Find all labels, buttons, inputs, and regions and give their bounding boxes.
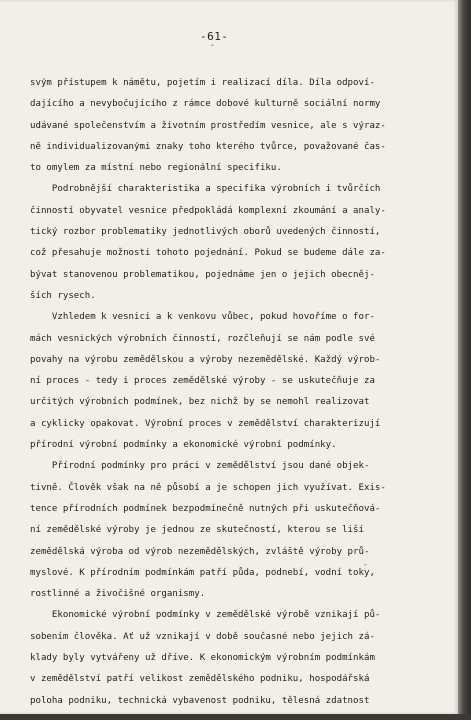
- text-line: Podrobnější charakteristika a specifika výrobních i tvůrčích: [30, 184, 381, 195]
- text-line: svým přístupem k námětu, pojetím i realizací díla. Díla odpoví-: [30, 78, 375, 88]
- text-line: sobením člověka. Ať už vznikají v době současné nebo jejich zá-: [30, 631, 375, 642]
- text-line: to omylem za místní nebo regionální specifiku.: [30, 163, 282, 174]
- text-line: bývat stanovenou problematikou, pojednáme jen o jejich obecněj-: [30, 269, 375, 280]
- text-line: Přírodní podmínky pro práci v zemědělství jsou dané objek-: [30, 461, 370, 472]
- page-bottom-edge: [0, 714, 471, 720]
- page-edge: [458, 0, 471, 720]
- text-line: ní proces - tedy i proces zemědělské výroby - se uskutečňuje za: [30, 376, 375, 387]
- text-line: přírodní výrobní podmínky a ekonomické výrobní podmínky.: [30, 440, 337, 451]
- text-line: zemědělská výroba od výrob nezemědělských, zvláště výroby prů-: [30, 546, 370, 557]
- text-line: poloha podniku, technická vybavenost podniku, tělesná zdatnost: [30, 695, 370, 706]
- text-line: povahy na výrobu zemědělskou a výroby nezemědělské. Každý výrob-: [30, 354, 381, 365]
- text-line: určitých výrobních podmínek, bez nichž by se nemohl realizovat: [30, 397, 370, 408]
- page-number: -61-: [200, 30, 229, 43]
- text-line: což přesahuje možnosti tohoto pojednání. Pokud se budeme dále za-: [30, 248, 386, 259]
- text-line: dajícího a nevybočujícího z rámce dobové kulturně sociální normy: [30, 99, 381, 110]
- text-line: udávané společenstvím a životním prostředím vesnice, ale s výraz-: [30, 120, 386, 131]
- text-line: činností obyvatel vesnice předpokládá komplexní zkoumání a analy-: [30, 205, 386, 216]
- text-line: tický rozbor problematiky jednotlivých oborů uvedených činností,: [30, 227, 381, 238]
- text-line: v zemědělství patří velikost zemědělského podniku, hospodářská: [30, 674, 370, 685]
- text-line: ně individualizovanými znaky toho kterého tvůrce, považované čas-: [30, 141, 386, 152]
- ink-mark-icon: ˆ: [210, 44, 215, 53]
- text-line: klady byly vytvářeny už dříve. K ekonomickým výrobním podmínkám: [30, 653, 375, 664]
- text-line: tivně. Člověk však na ně působí a je schopen jich využívat. Exis-: [30, 482, 386, 493]
- text-line: ších rysech.: [30, 290, 96, 301]
- text-line: myslové. K přírodním podmínkám patří půda, podnebí, vodní toky,: [30, 567, 375, 578]
- text-line: rostlinné a živočišné organismy.: [30, 589, 206, 600]
- text-line: a cyklicky opakovat. Výrobní proces v zemědělství charakterizují: [30, 418, 381, 429]
- text-line: tence přírodních podmínek bezpodmínečně nutných při uskutečňová-: [30, 503, 381, 514]
- pencil-mark-icon: -: [363, 560, 368, 569]
- text-line: Ekonomické výrobní podmínky v zemědělské výrobě vznikají pů-: [30, 610, 381, 621]
- text-line: ní zemědělské výroby je jednou ze skutečností, kterou se liší: [30, 525, 364, 536]
- body-text: [30, 73, 410, 712]
- text-line: Vzhledem k vesnici a k venkovu vůbec, pokud hovoříme o for-: [30, 312, 375, 323]
- text-line: mách vesnických výrobních činností, rozčleňují se nám podle své: [30, 333, 375, 344]
